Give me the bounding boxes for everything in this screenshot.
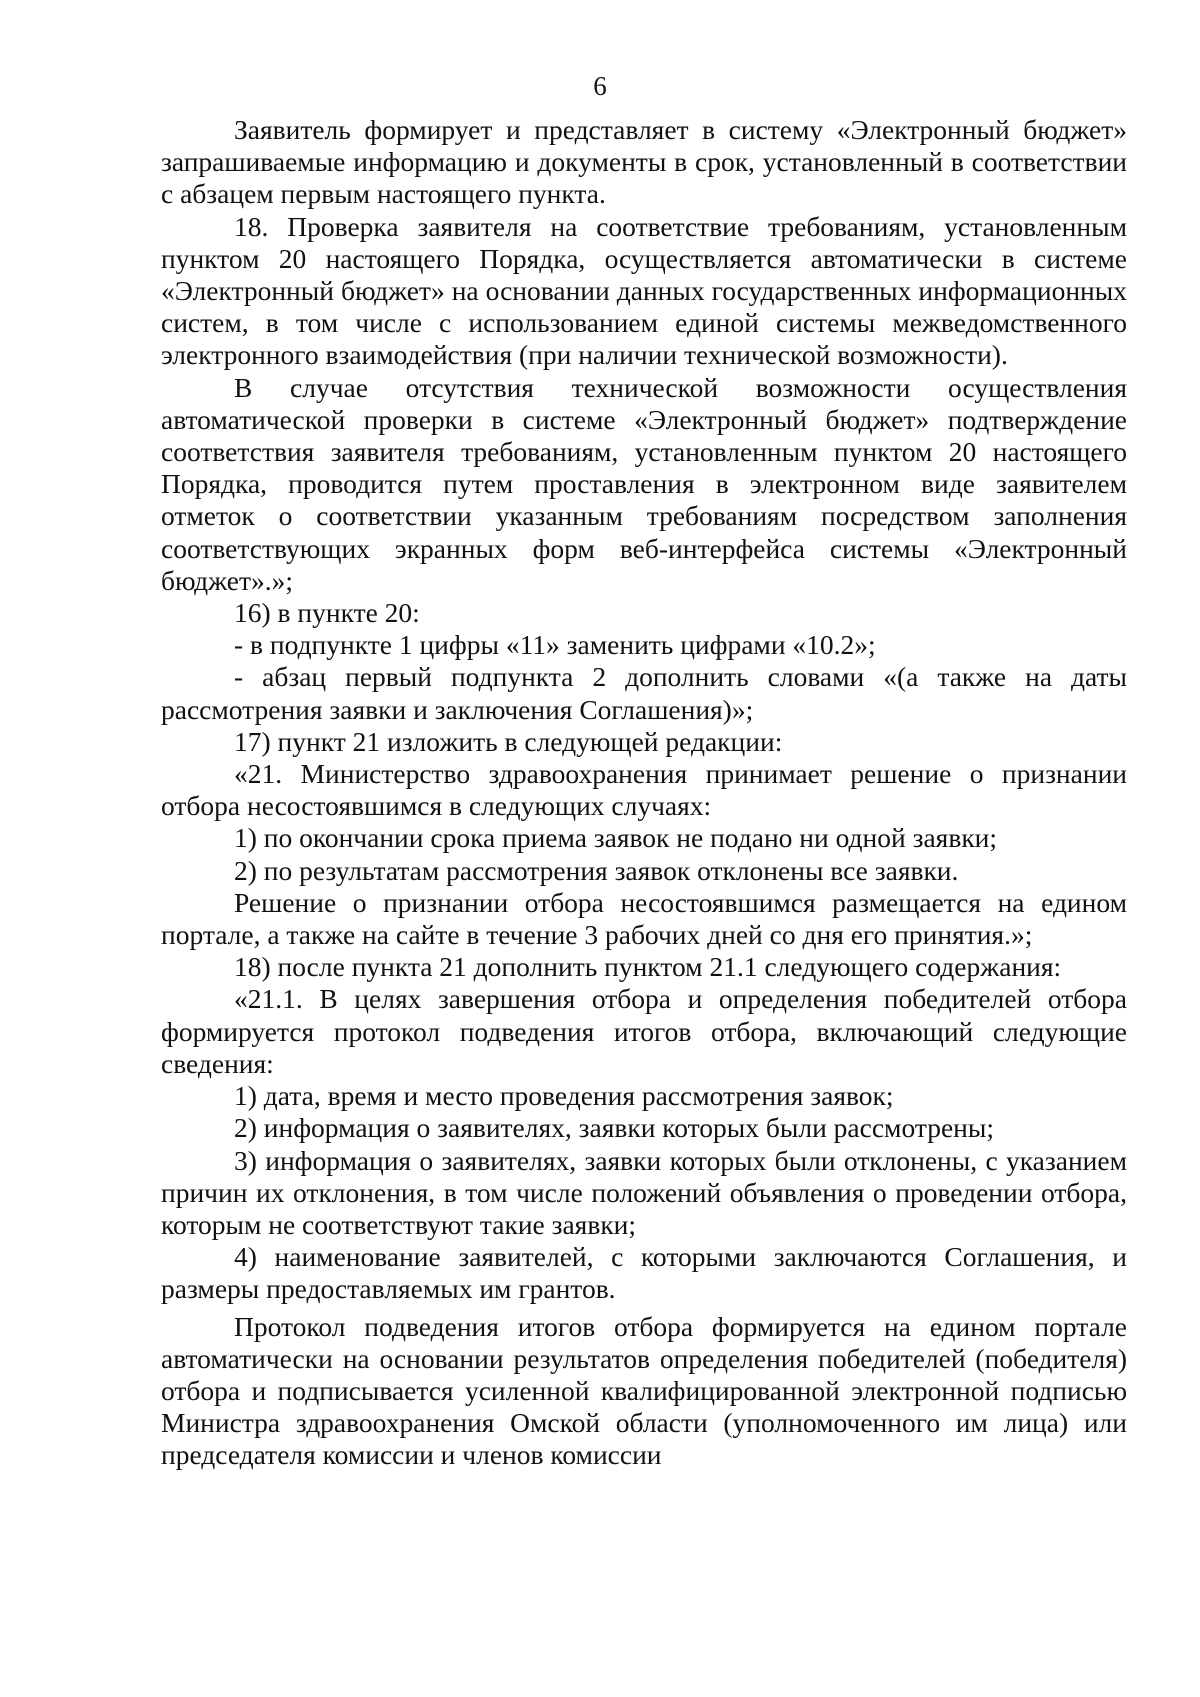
paragraph: Решение о признании отбора несостоявшимся размещается на едином портале, а также на сайте в течение 3 рабочих дней со дня его принятия.»;: [161, 886, 1127, 951]
paragraph: 17) пункт 21 изложить в следующей редакции:: [234, 725, 783, 757]
paragraph: Протокол подведения итогов отбора формируется на едином портале автоматически на основании результатов определения победителей (победителя) отбора и подписывается усиленной квалифицированной электронной подписью Министра здравоохранения Омской области (уполномоченного им лица) или председателя комиссии и членов комиссии: [161, 1310, 1127, 1471]
page-number: 6: [593, 71, 607, 101]
paragraph: «21. Министерство здравоохранения принимает решение о признании отбора несостоявшимся в следующих случаях:: [161, 758, 1127, 822]
paragraph: 3) информация о заявителях, заявки которых были отклонены, с указанием причин их отклонения, в том числе положений объявления о проведении отбора, которым не соответствуют такие заявки;: [161, 1144, 1127, 1240]
paragraph: 16) в пункте 20:: [234, 597, 420, 629]
paragraph: 18) после пункта 21 дополнить пунктом 21.1 следующего содержания:: [234, 951, 1062, 983]
paragraph: - абзац первый подпункта 2 дополнить словами «(а также на даты рассмотрения заявки и заключения Соглашения)»;: [161, 661, 1127, 725]
paragraph: 2) по результатам рассмотрения заявок отклонены все заявки.: [234, 854, 959, 886]
paragraph: «21.1. В целях завершения отбора и определения победителей отбора формируется протокол подведения итогов отбора, включающий следующие сведения:: [161, 983, 1127, 1079]
paragraph: В случае отсутствия технической возможности осуществления автоматической проверки в системе «Электронный бюджет» подтверждение соответствия заявителя требованиям, установленным пунктом 20 настоящего Порядка, проводится путем проставления в электронном виде заявителем отметок о соответствии указанным требованиям посредством заполнения соответствующих экранных форм веб-интерфейса системы «Электронный бюджет».»;: [161, 371, 1127, 596]
paragraph: 4) наименование заявителей, с которыми заключаются Соглашения, и размеры предоставляемых им грантов.: [161, 1241, 1127, 1305]
paragraph: Заявитель формирует и представляет в систему «Электронный бюджет» запрашиваемые информацию и документы в срок, установленный в соответствии с абзацем первым настоящего пункта.: [161, 114, 1127, 210]
paragraph: 18. Проверка заявителя на соответствие требованиям, установленным пунктом 20 настоящего Порядка, осуществляется автоматически в системе «Электронный бюджет» на основании данных государственных информационных систем, в том числе с использованием единой системы межведомственного электронного взаимодействия (при наличии технической возможности).: [161, 210, 1127, 371]
document-body: [161, 114, 1127, 1472]
paragraph: 1) дата, время и место проведения рассмотрения заявок;: [234, 1080, 894, 1112]
paragraph: 1) по окончании срока приема заявок не подано ни одной заявки;: [234, 822, 998, 854]
paragraph: 2) информация о заявителях, заявки которых были рассмотрены;: [234, 1112, 994, 1144]
paragraph: - в подпункте 1 цифры «11» заменить цифрами «10.2»;: [234, 629, 876, 661]
